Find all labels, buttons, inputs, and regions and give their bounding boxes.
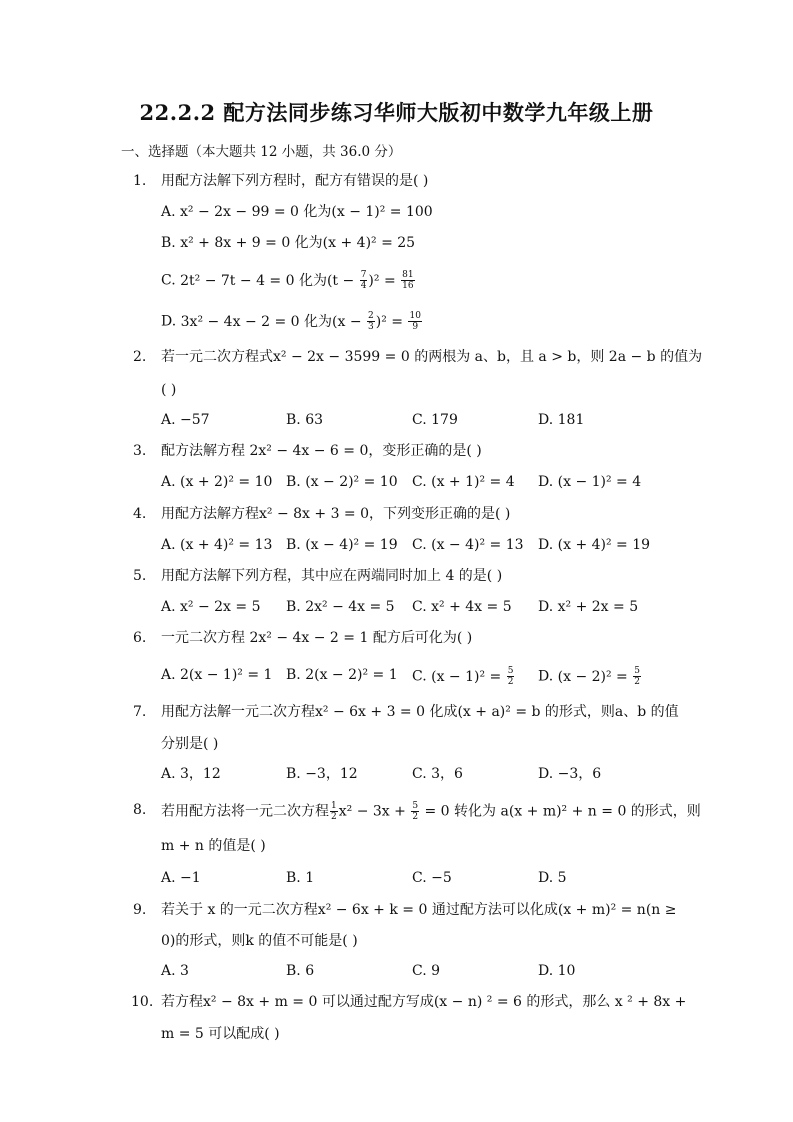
option-label: B. [286,870,306,886]
option-text: 181 [557,412,585,428]
option-label: A. [161,667,181,683]
option-text: −3，6 [557,766,602,782]
option-text: x² − 2x = 5 [180,599,261,615]
question-stem-continued: 分别是( ) [161,736,219,752]
option-label: C. [412,474,432,490]
question-stem-continued: 0)的形式，则k 的值不可能是( ) [161,933,358,949]
option-text: −57 [180,412,210,428]
option-label: D. [538,963,558,979]
option-label: A. [161,599,181,615]
answer-option-b [286,765,358,783]
option-text: (x − 4)² = 13 [431,537,524,553]
answer-option-d [538,765,601,783]
option-text: 179 [431,412,458,428]
option-label: B. [286,667,306,683]
option-label: B. [161,235,181,251]
option-text: 1 [305,870,315,886]
option-label: C. [161,272,181,289]
question-number: 3. [133,443,147,459]
answer-option-d [161,311,423,332]
option-label: B. [286,963,306,979]
question-number: 8. [133,802,147,818]
question-number: 10. [131,994,154,1010]
option-label: D. [538,668,558,685]
answer-option-b [286,598,395,616]
option-label: A. [161,963,181,979]
option-label: D. [538,537,558,553]
answer-option-b [286,536,398,554]
option-label: D. [538,474,558,490]
answer-option-c [412,869,452,887]
option-label: D. [538,870,558,886]
option-text: x² + 8x + 9 = 0 化为(x + 4)² = 25 [180,235,416,251]
answer-option-d [538,869,567,887]
answer-option-a [161,666,272,684]
answer-option-a [161,473,272,491]
option-label: D. [538,599,558,615]
option-text: 3，6 [431,766,463,782]
answer-option-a [161,765,221,783]
option-label: A. [161,537,181,553]
question-stem: 用配方法解下列方程时，配方有错误的是( ) [161,173,429,189]
question-number: 2. [133,349,147,365]
option-label: B. [286,599,306,615]
option-label: C. [412,537,432,553]
question-number: 9. [133,902,147,918]
answer-option-b [286,473,398,491]
option-text: 5 [557,870,567,886]
option-text: 2t² − 7t − 4 = 0 化为(t − $\frac{7}{4}$ )² = $\frac{81}{16}$ [180,270,414,291]
answer-option-a [161,411,210,429]
option-label: C. [412,599,432,615]
question-stem: 用配方法解下列方程，其中应在两端同时加上 4 的是( ) [161,568,503,584]
option-label: B. [286,537,306,553]
answer-option-a [161,869,201,887]
answer-option-d [538,411,584,429]
question-stem-continued: ( ) [161,382,177,398]
option-label: C. [412,870,432,886]
option-text: (x + 1)² = 4 [431,474,515,490]
option-label: B. [286,474,306,490]
option-text: 2x² − 4x = 5 [305,599,395,615]
question-stem: 用配方法解一元二次方程x² − 6x + 3 = 0 化成(x + a)² = b 的形式，则a、b 的值 [161,704,679,720]
option-label: D. [538,766,558,782]
option-text: 3x² − 4x − 2 = 0 化为(x − $\frac{2}{3}$ )² = $\frac{10}{9}$ [180,311,421,332]
option-text: 6 [305,963,315,979]
option-text: 3，12 [180,766,221,782]
option-text: −5 [431,870,452,886]
question-number: 5. [133,568,147,584]
option-text: (x − 1)² = $\frac{5}{2}$ [431,666,514,687]
option-label: A. [161,474,181,490]
answer-option-c [412,536,524,554]
answer-option-c [412,765,463,783]
answer-option-c [412,666,515,687]
answer-option-a [161,536,272,554]
answer-option-d [538,666,642,687]
option-label: A. [161,870,181,886]
answer-option-a [161,203,433,221]
option-text: (x − 1)² = 4 [557,474,642,490]
answer-option-d [538,473,641,491]
answer-option-b [286,869,314,887]
option-label: C. [412,963,432,979]
option-label: C. [412,412,432,428]
question-stem-continued: m = 5 可以配成( ) [161,1026,280,1042]
question-stem: 若一元二次方程式x² − 2x − 3599 = 0 的两根为 a、b，且 a > b，则 2a − b 的值为 [161,349,703,365]
answer-option-a [161,962,189,980]
option-text: x² + 2x = 5 [557,599,639,615]
answer-option-c [412,962,440,980]
option-text: (x + 2)² = 10 [180,474,273,490]
option-label: D. [161,313,181,330]
option-text: (x − 2)² = $\frac{5}{2}$ [557,666,640,687]
answer-option-c [412,411,458,429]
question-number: 6. [133,630,147,646]
option-text: x² + 4x = 5 [431,599,512,615]
answer-option-b [286,962,314,980]
question-stem: 一元二次方程 2x² − 4x − 2 = 1 配方后可化为( ) [161,630,473,646]
option-text: 9 [431,963,441,979]
option-label: C. [412,668,432,685]
question-number: 1. [133,173,147,189]
option-text: 3 [180,963,189,979]
option-label: A. [161,204,181,220]
answer-option-a [161,598,261,616]
question-number: 7. [133,704,147,720]
question-stem: 若方程x² − 8x + m = 0 可以通过配方写成(x − n) ² = 6 的形式，那么 x ² + 8x + [161,994,687,1010]
option-label: A. [161,766,181,782]
page-title: 22.2.2 配方法同步练习华师大版初中数学九年级上册 [139,100,654,125]
option-text: (x − 2)² = 10 [305,474,398,490]
option-text: 63 [305,412,324,428]
answer-option-c [412,473,515,491]
option-text: (x − 4)² = 19 [305,537,398,553]
option-text: x² − 2x − 99 = 0 化为(x − 1)² = 100 [180,204,433,220]
option-label: B. [286,412,306,428]
question-stem: 用配方法解方程x² − 8x + 3 = 0，下列变形正确的是( ) [161,506,511,522]
section-heading: 一、选择题（本大题共 12 小题，共 36.0 分） [121,144,402,160]
option-label: A. [161,412,181,428]
question-number: 4. [133,506,147,522]
answer-option-d [538,598,638,616]
option-text: (x + 4)² = 13 [180,537,273,553]
option-text: 2(x − 2)² = 1 [305,667,398,683]
answer-option-c [412,598,512,616]
question-stem: 若关于 x 的一元二次方程x² − 6x + k = 0 通过配方法可以化成(x + m)² = n(n ≥ [161,902,677,918]
answer-option-c [161,270,416,291]
option-text: (x + 4)² = 19 [557,537,651,553]
answer-option-b [286,666,398,684]
option-label: B. [286,766,306,782]
question-stem: 若用配方法将一元二次方程 $\frac{1}{2}$ x² − 3x + $\frac{5}{2}$ = 0 转化为 a(x + m)² + n = 0 的形式，则 [161,801,701,822]
answer-option-d [538,536,650,554]
option-label: D. [538,412,558,428]
answer-option-d [538,962,575,980]
question-stem-continued: m + n 的值是( ) [161,838,266,854]
question-stem: 配方法解方程 2x² − 4x − 6 = 0，变形正确的是( ) [161,443,482,459]
option-text: −1 [180,870,201,886]
option-label: C. [412,766,432,782]
option-text: −3，12 [305,766,358,782]
answer-option-b [286,411,323,429]
option-text: 10 [557,963,576,979]
answer-option-b [161,234,415,252]
option-text: 2(x − 1)² = 1 [180,667,273,683]
